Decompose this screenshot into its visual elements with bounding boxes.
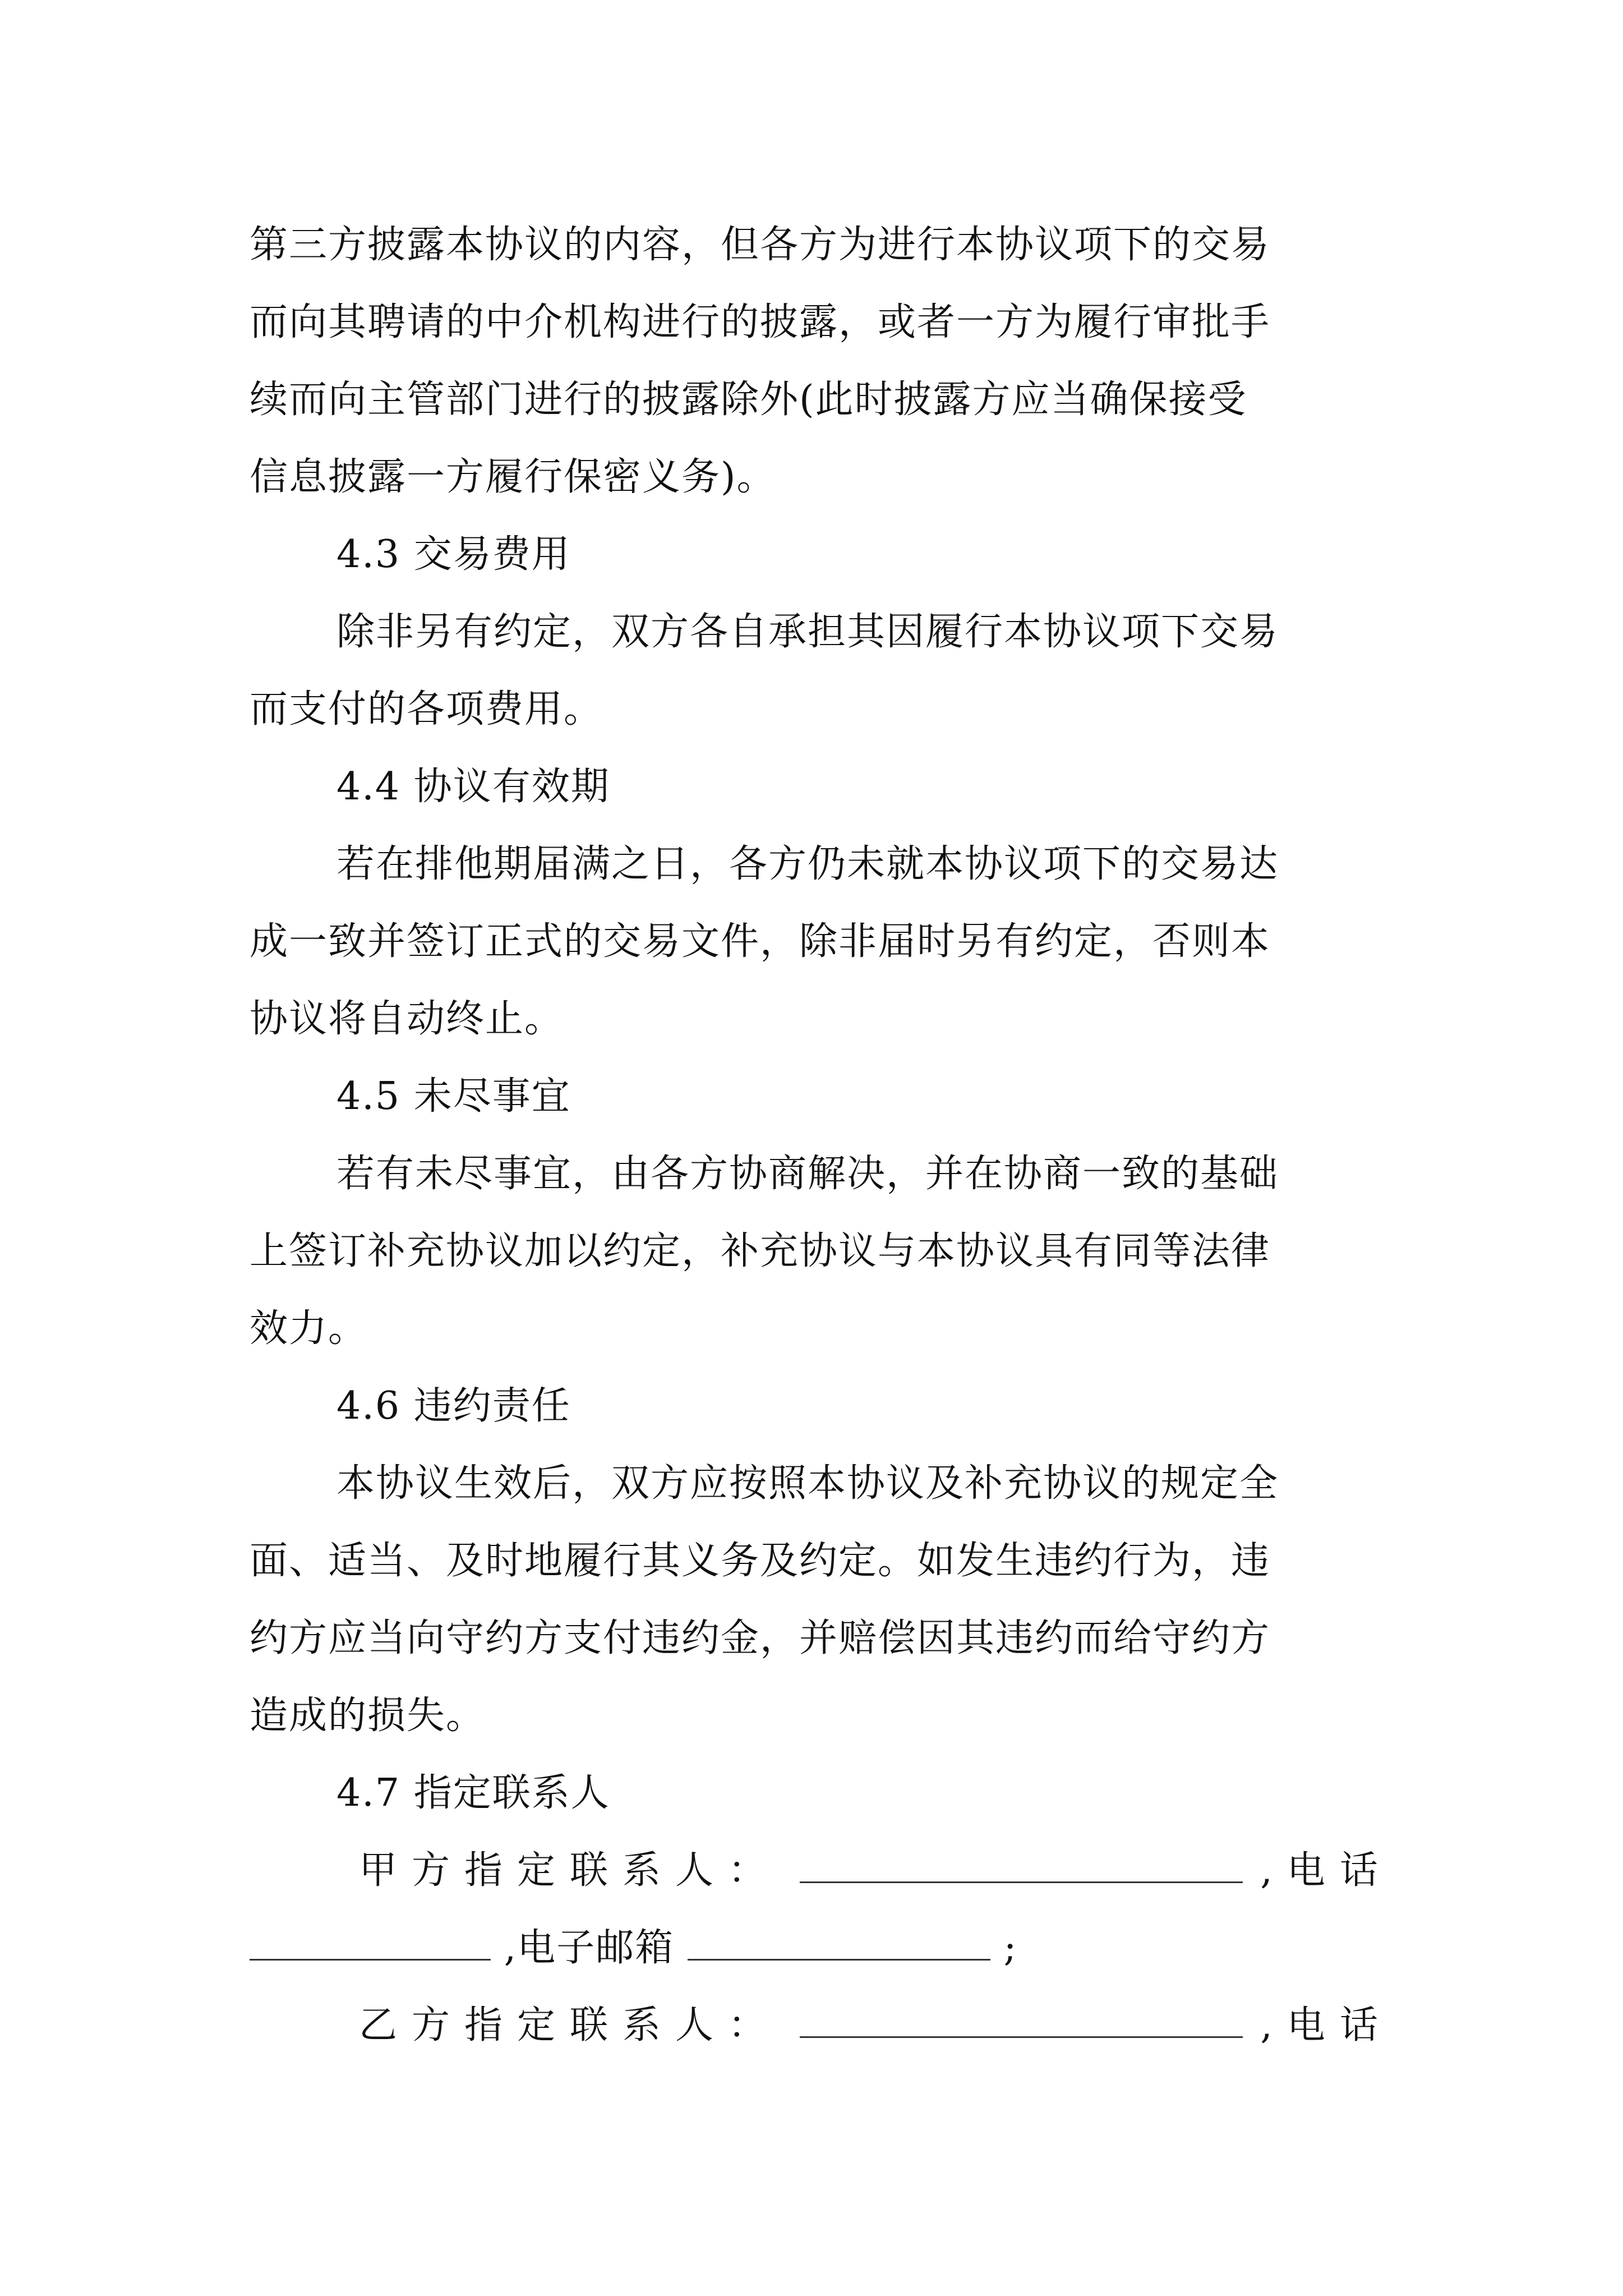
paragraph-line: 若在排他期届满之日，各方仍未就本协议项下的交易达: [336, 842, 1279, 886]
paragraph-line: 上签订补充协议加以约定，补充协议与本协议具有同等法律: [250, 1229, 1271, 1273]
party-b-phone-label: ,电话: [1260, 2003, 1393, 2047]
party-a-contact-label: 甲方指定联系人：: [359, 1848, 781, 1893]
paragraph-line: 续而向主管部门进行的披露除外(此时披露方应当确保接受: [250, 378, 1247, 422]
paragraph-line: 约方应当向守约方支付违约金，并赔偿因其违约而给守约方: [250, 1616, 1271, 1660]
paragraph-line: 而支付的各项费用。: [250, 687, 603, 731]
party-b-contact-label: 乙方指定联系人：: [359, 2003, 781, 2047]
party-a-contact-name-blank[interactable]: [800, 1847, 1243, 1883]
section-heading-4-3: 4.3 交易费用: [336, 532, 571, 577]
paragraph-line: 造成的损失。: [250, 1694, 486, 1738]
party-a-phone-blank[interactable]: [250, 1924, 491, 1961]
section-heading-4-5: 4.5 未尽事宜: [336, 1074, 571, 1119]
section-heading-4-7: 4.7 指定联系人: [336, 1771, 610, 1815]
paragraph-line: 效力。: [250, 1306, 368, 1351]
paragraph-line: 本协议生效后，双方应按照本协议及补充协议的规定全: [336, 1461, 1279, 1506]
party-b-contact-row: [359, 2000, 1394, 2051]
party-a-email-blank[interactable]: [688, 1924, 990, 1961]
party-a-email-label: ,电子邮箱: [504, 1926, 675, 1970]
paragraph-line: 若有未尽事宜，由各方协商解决，并在协商一致的基础: [336, 1152, 1279, 1196]
paragraph-line: 成一致并签订正式的交易文件，除非届时另有约定，否则本: [250, 919, 1271, 964]
party-a-contact-row-2: [250, 1923, 1394, 1973]
party-a-phone-label: ,电话: [1260, 1848, 1393, 1893]
party-a-contact-row: [359, 1846, 1394, 1896]
section-heading-4-4: 4.4 协议有效期: [336, 765, 610, 809]
section-heading-4-6: 4.6 违约责任: [336, 1384, 571, 1428]
paragraph-line: 第三方披露本协议的内容，但各方为进行本协议项下的交易: [250, 223, 1271, 267]
paragraph-line: 除非另有约定，双方各自承担其因履行本协议项下交易: [336, 610, 1279, 654]
end-mark: ;: [1003, 1926, 1018, 1970]
party-b-contact-name-blank[interactable]: [800, 2001, 1243, 2038]
paragraph-line: 而向其聘请的中介机构进行的披露，或者一方为履行审批手: [250, 300, 1271, 344]
paragraph-line: 面、适当、及时地履行其义务及约定。如发生违约行为，违: [250, 1539, 1271, 1583]
paragraph-line: 协议将自动终止。: [250, 997, 564, 1041]
paragraph-line: 信息披露一方履行保密义务)。: [250, 455, 776, 499]
